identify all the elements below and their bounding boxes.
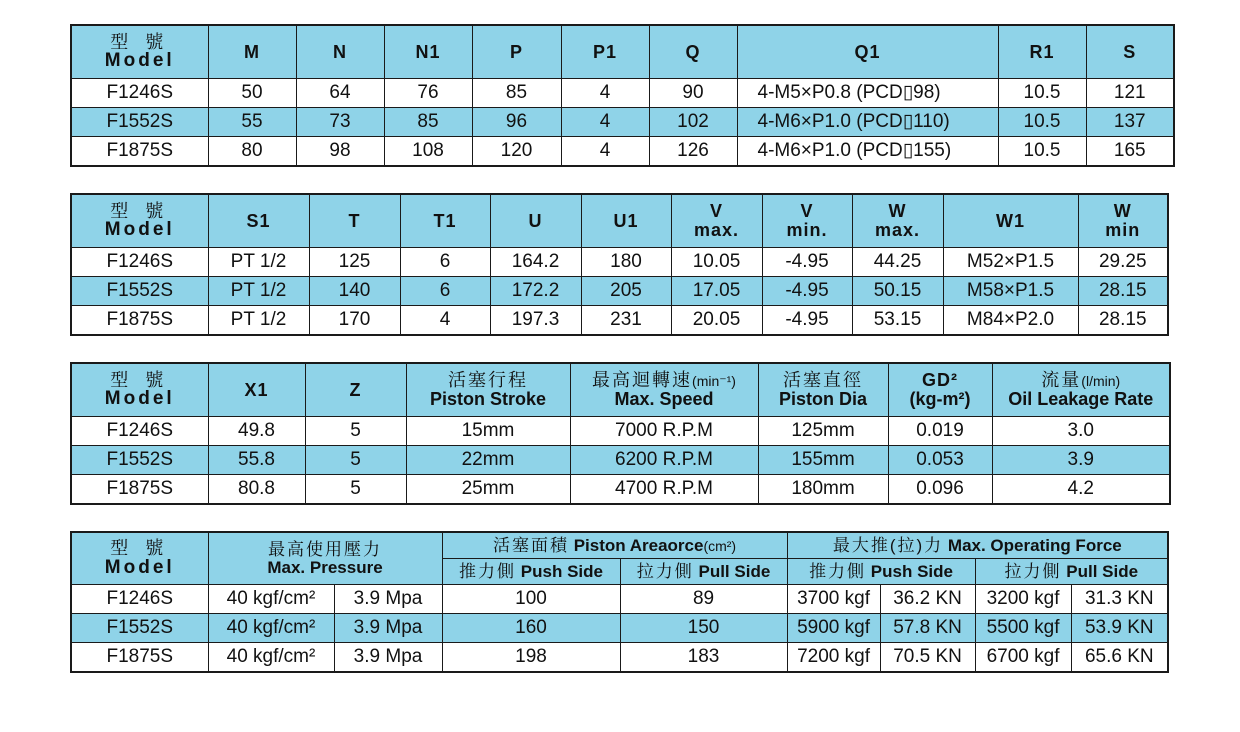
table-cell: 6 xyxy=(400,277,490,306)
table-cell: 40 kgf/cm² xyxy=(208,614,334,643)
table-cell: 3.9 Mpa xyxy=(334,614,442,643)
model-cell: F1246S xyxy=(71,417,208,446)
table-cell: 40 kgf/cm² xyxy=(208,643,334,673)
table-cell: 55.8 xyxy=(208,446,305,475)
table-cell: 5 xyxy=(305,417,406,446)
table-cell: 40 kgf/cm² xyxy=(208,585,334,614)
header-w-max: W max. xyxy=(852,194,943,248)
table-cell: 5500 kgf xyxy=(975,614,1071,643)
header-v-max: V max. xyxy=(671,194,762,248)
table-cell: 3.0 xyxy=(992,417,1170,446)
table-cell: PT 1/2 xyxy=(208,306,309,336)
model-cell: F1875S xyxy=(71,306,208,336)
model-cell: F1552S xyxy=(71,446,208,475)
table-row xyxy=(71,137,1174,167)
model-header: 型 號 Model xyxy=(71,532,208,585)
table-cell: 64 xyxy=(296,79,384,108)
table-cell: 108 xyxy=(384,137,472,167)
table-cell: 17.05 xyxy=(671,277,762,306)
table-row xyxy=(71,417,1170,446)
table-cell: 36.2 KN xyxy=(880,585,975,614)
table-cell: 3700 kgf xyxy=(787,585,880,614)
header-area-pull-side: 拉力側 Pull Side xyxy=(620,559,787,585)
header-piston-stroke: 活塞行程 Piston Stroke xyxy=(406,363,570,417)
model-cell: F1552S xyxy=(71,614,208,643)
table-cell: 7000 R.P.M xyxy=(570,417,758,446)
table-cell: 100 xyxy=(442,585,620,614)
table-cell: PT 1/2 xyxy=(208,248,309,277)
table-cell: 126 xyxy=(649,137,737,167)
table-cell: 170 xyxy=(309,306,400,336)
table-cell: 76 xyxy=(384,79,472,108)
table-row xyxy=(71,446,1170,475)
table-cell: 53.9 KN xyxy=(1071,614,1168,643)
table-cell: 0.096 xyxy=(888,475,992,505)
table-cell: 49.8 xyxy=(208,417,305,446)
table-row xyxy=(71,306,1168,336)
table-cell: 0.053 xyxy=(888,446,992,475)
table-cell: 4 xyxy=(561,108,649,137)
table-cell: 4-M5×P0.8 (PCD▯98) xyxy=(737,79,998,108)
table-cell: 231 xyxy=(581,306,671,336)
table-cell: 10.5 xyxy=(998,79,1086,108)
header-n: N xyxy=(296,25,384,79)
header-force-pull-side: 拉力側 Pull Side xyxy=(975,559,1168,585)
table-cell: 155mm xyxy=(758,446,888,475)
table-cell: 96 xyxy=(472,108,561,137)
table-cell: 6700 kgf xyxy=(975,643,1071,673)
table-cell: 6200 R.P.M xyxy=(570,446,758,475)
table-cell: 180mm xyxy=(758,475,888,505)
table-cell: 20.05 xyxy=(671,306,762,336)
table-cell: 50.15 xyxy=(852,277,943,306)
table-cell: M84×P2.0 xyxy=(943,306,1078,336)
model-header: 型 號 Model xyxy=(71,194,208,248)
table-cell: 5 xyxy=(305,475,406,505)
table-cell: 28.15 xyxy=(1078,277,1168,306)
header-max-pressure: 最高使用壓力 Max. Pressure xyxy=(208,532,442,585)
table-cell: 0.019 xyxy=(888,417,992,446)
table-cell: -4.95 xyxy=(762,248,852,277)
header-u1: U1 xyxy=(581,194,671,248)
table-cell: 197.3 xyxy=(490,306,581,336)
model-cell: F1246S xyxy=(71,585,208,614)
table-cell: 165 xyxy=(1086,137,1174,167)
header-piston-dia: 活塞直徑 Piston Dia xyxy=(758,363,888,417)
table-cell: 53.15 xyxy=(852,306,943,336)
table-cell: 80 xyxy=(208,137,296,167)
header-force-push-side: 推力側 Push Side xyxy=(787,559,975,585)
table-cell: 3.9 Mpa xyxy=(334,585,442,614)
table-row xyxy=(71,585,1168,614)
table-cell: 4.2 xyxy=(992,475,1170,505)
table-cell: 85 xyxy=(384,108,472,137)
table-header-row xyxy=(71,532,1168,559)
table-row xyxy=(71,79,1174,108)
model-cell: F1875S xyxy=(71,475,208,505)
header-t1: T1 xyxy=(400,194,490,248)
table-cell: 183 xyxy=(620,643,787,673)
table-cell: 3200 kgf xyxy=(975,585,1071,614)
table-cell: 4700 R.P.M xyxy=(570,475,758,505)
table-cell: 125mm xyxy=(758,417,888,446)
table-cell: 15mm xyxy=(406,417,570,446)
table-row xyxy=(71,475,1170,505)
model-cell: F1246S xyxy=(71,79,208,108)
table-cell: M52×P1.5 xyxy=(943,248,1078,277)
table-cell: 80.8 xyxy=(208,475,305,505)
header-q: Q xyxy=(649,25,737,79)
model-header: 型 號 Model xyxy=(71,25,208,79)
header-piston-area: 活塞面積 Piston Areaorce(cm²) xyxy=(442,532,787,559)
table-cell: 65.6 KN xyxy=(1071,643,1168,673)
table-cell: 180 xyxy=(581,248,671,277)
header-n1: N1 xyxy=(384,25,472,79)
table-header-row xyxy=(71,25,1174,79)
model-cell: F1552S xyxy=(71,108,208,137)
header-w-min: W min xyxy=(1078,194,1168,248)
table-cell: 98 xyxy=(296,137,384,167)
spec-table-2 xyxy=(70,193,1169,336)
table-cell: 164.2 xyxy=(490,248,581,277)
table-row xyxy=(71,614,1168,643)
header-oil-leakage-rate: 流量(l/min) Oil Leakage Rate xyxy=(992,363,1170,417)
table-cell: 5900 kgf xyxy=(787,614,880,643)
spec-table-1 xyxy=(70,24,1175,167)
table-cell: 172.2 xyxy=(490,277,581,306)
table-row xyxy=(71,277,1168,306)
table-header-row xyxy=(71,363,1170,417)
table-cell: 29.25 xyxy=(1078,248,1168,277)
table-row xyxy=(71,643,1168,673)
spec-table-3 xyxy=(70,362,1171,505)
table-cell: 102 xyxy=(649,108,737,137)
table-cell: -4.95 xyxy=(762,277,852,306)
header-p1: P1 xyxy=(561,25,649,79)
table-cell: 150 xyxy=(620,614,787,643)
table-cell: 25mm xyxy=(406,475,570,505)
model-header: 型 號 Model xyxy=(71,363,208,417)
table-cell: 7200 kgf xyxy=(787,643,880,673)
model-cell: F1875S xyxy=(71,137,208,167)
table-cell: 50 xyxy=(208,79,296,108)
header-r1: R1 xyxy=(998,25,1086,79)
table-cell: 90 xyxy=(649,79,737,108)
table-cell: 10.05 xyxy=(671,248,762,277)
header-x1: X1 xyxy=(208,363,305,417)
table-cell: 70.5 KN xyxy=(880,643,975,673)
table-row xyxy=(71,248,1168,277)
header-w1: W1 xyxy=(943,194,1078,248)
header-u: U xyxy=(490,194,581,248)
table-cell: 6 xyxy=(400,248,490,277)
table-cell: 4-M6×P1.0 (PCD▯155) xyxy=(737,137,998,167)
table-cell: 3.9 Mpa xyxy=(334,643,442,673)
table-cell: 5 xyxy=(305,446,406,475)
header-m: M xyxy=(208,25,296,79)
table-cell: 4 xyxy=(561,137,649,167)
table-cell: 10.5 xyxy=(998,137,1086,167)
table-cell: 125 xyxy=(309,248,400,277)
table-cell: PT 1/2 xyxy=(208,277,309,306)
table-cell: 205 xyxy=(581,277,671,306)
header-area-push-side: 推力側 Push Side xyxy=(442,559,620,585)
table-cell: 4 xyxy=(400,306,490,336)
header-max-operating-force: 最大推(拉)力 Max. Operating Force xyxy=(787,532,1168,559)
model-cell: F1875S xyxy=(71,643,208,673)
header-max-speed: 最高迴轉速(min⁻¹) Max. Speed xyxy=(570,363,758,417)
table-cell: -4.95 xyxy=(762,306,852,336)
header-s1: S1 xyxy=(208,194,309,248)
header-t: T xyxy=(309,194,400,248)
table-cell: 31.3 KN xyxy=(1071,585,1168,614)
table-cell: 89 xyxy=(620,585,787,614)
table-cell: 198 xyxy=(442,643,620,673)
header-v-min: V min. xyxy=(762,194,852,248)
table-cell: 85 xyxy=(472,79,561,108)
model-cell: F1246S xyxy=(71,248,208,277)
table-cell: 160 xyxy=(442,614,620,643)
header-gd2: GD² (kg-m²) xyxy=(888,363,992,417)
table-cell: 44.25 xyxy=(852,248,943,277)
table-cell: 120 xyxy=(472,137,561,167)
table-cell: 4-M6×P1.0 (PCD▯110) xyxy=(737,108,998,137)
table-cell: 73 xyxy=(296,108,384,137)
header-z: Z xyxy=(305,363,406,417)
table-cell: 140 xyxy=(309,277,400,306)
table-cell: 3.9 xyxy=(992,446,1170,475)
table-cell: 121 xyxy=(1086,79,1174,108)
header-s: S xyxy=(1086,25,1174,79)
header-p: P xyxy=(472,25,561,79)
header-q1: Q1 xyxy=(737,25,998,79)
table-row xyxy=(71,108,1174,137)
table-cell: 28.15 xyxy=(1078,306,1168,336)
table-cell: 4 xyxy=(561,79,649,108)
table-cell: 55 xyxy=(208,108,296,137)
table-cell: 137 xyxy=(1086,108,1174,137)
table-cell: 10.5 xyxy=(998,108,1086,137)
table-header-row xyxy=(71,194,1168,248)
spec-table-4 xyxy=(70,531,1169,673)
model-cell: F1552S xyxy=(71,277,208,306)
table-cell: 22mm xyxy=(406,446,570,475)
table-cell: M58×P1.5 xyxy=(943,277,1078,306)
table-cell: 57.8 KN xyxy=(880,614,975,643)
